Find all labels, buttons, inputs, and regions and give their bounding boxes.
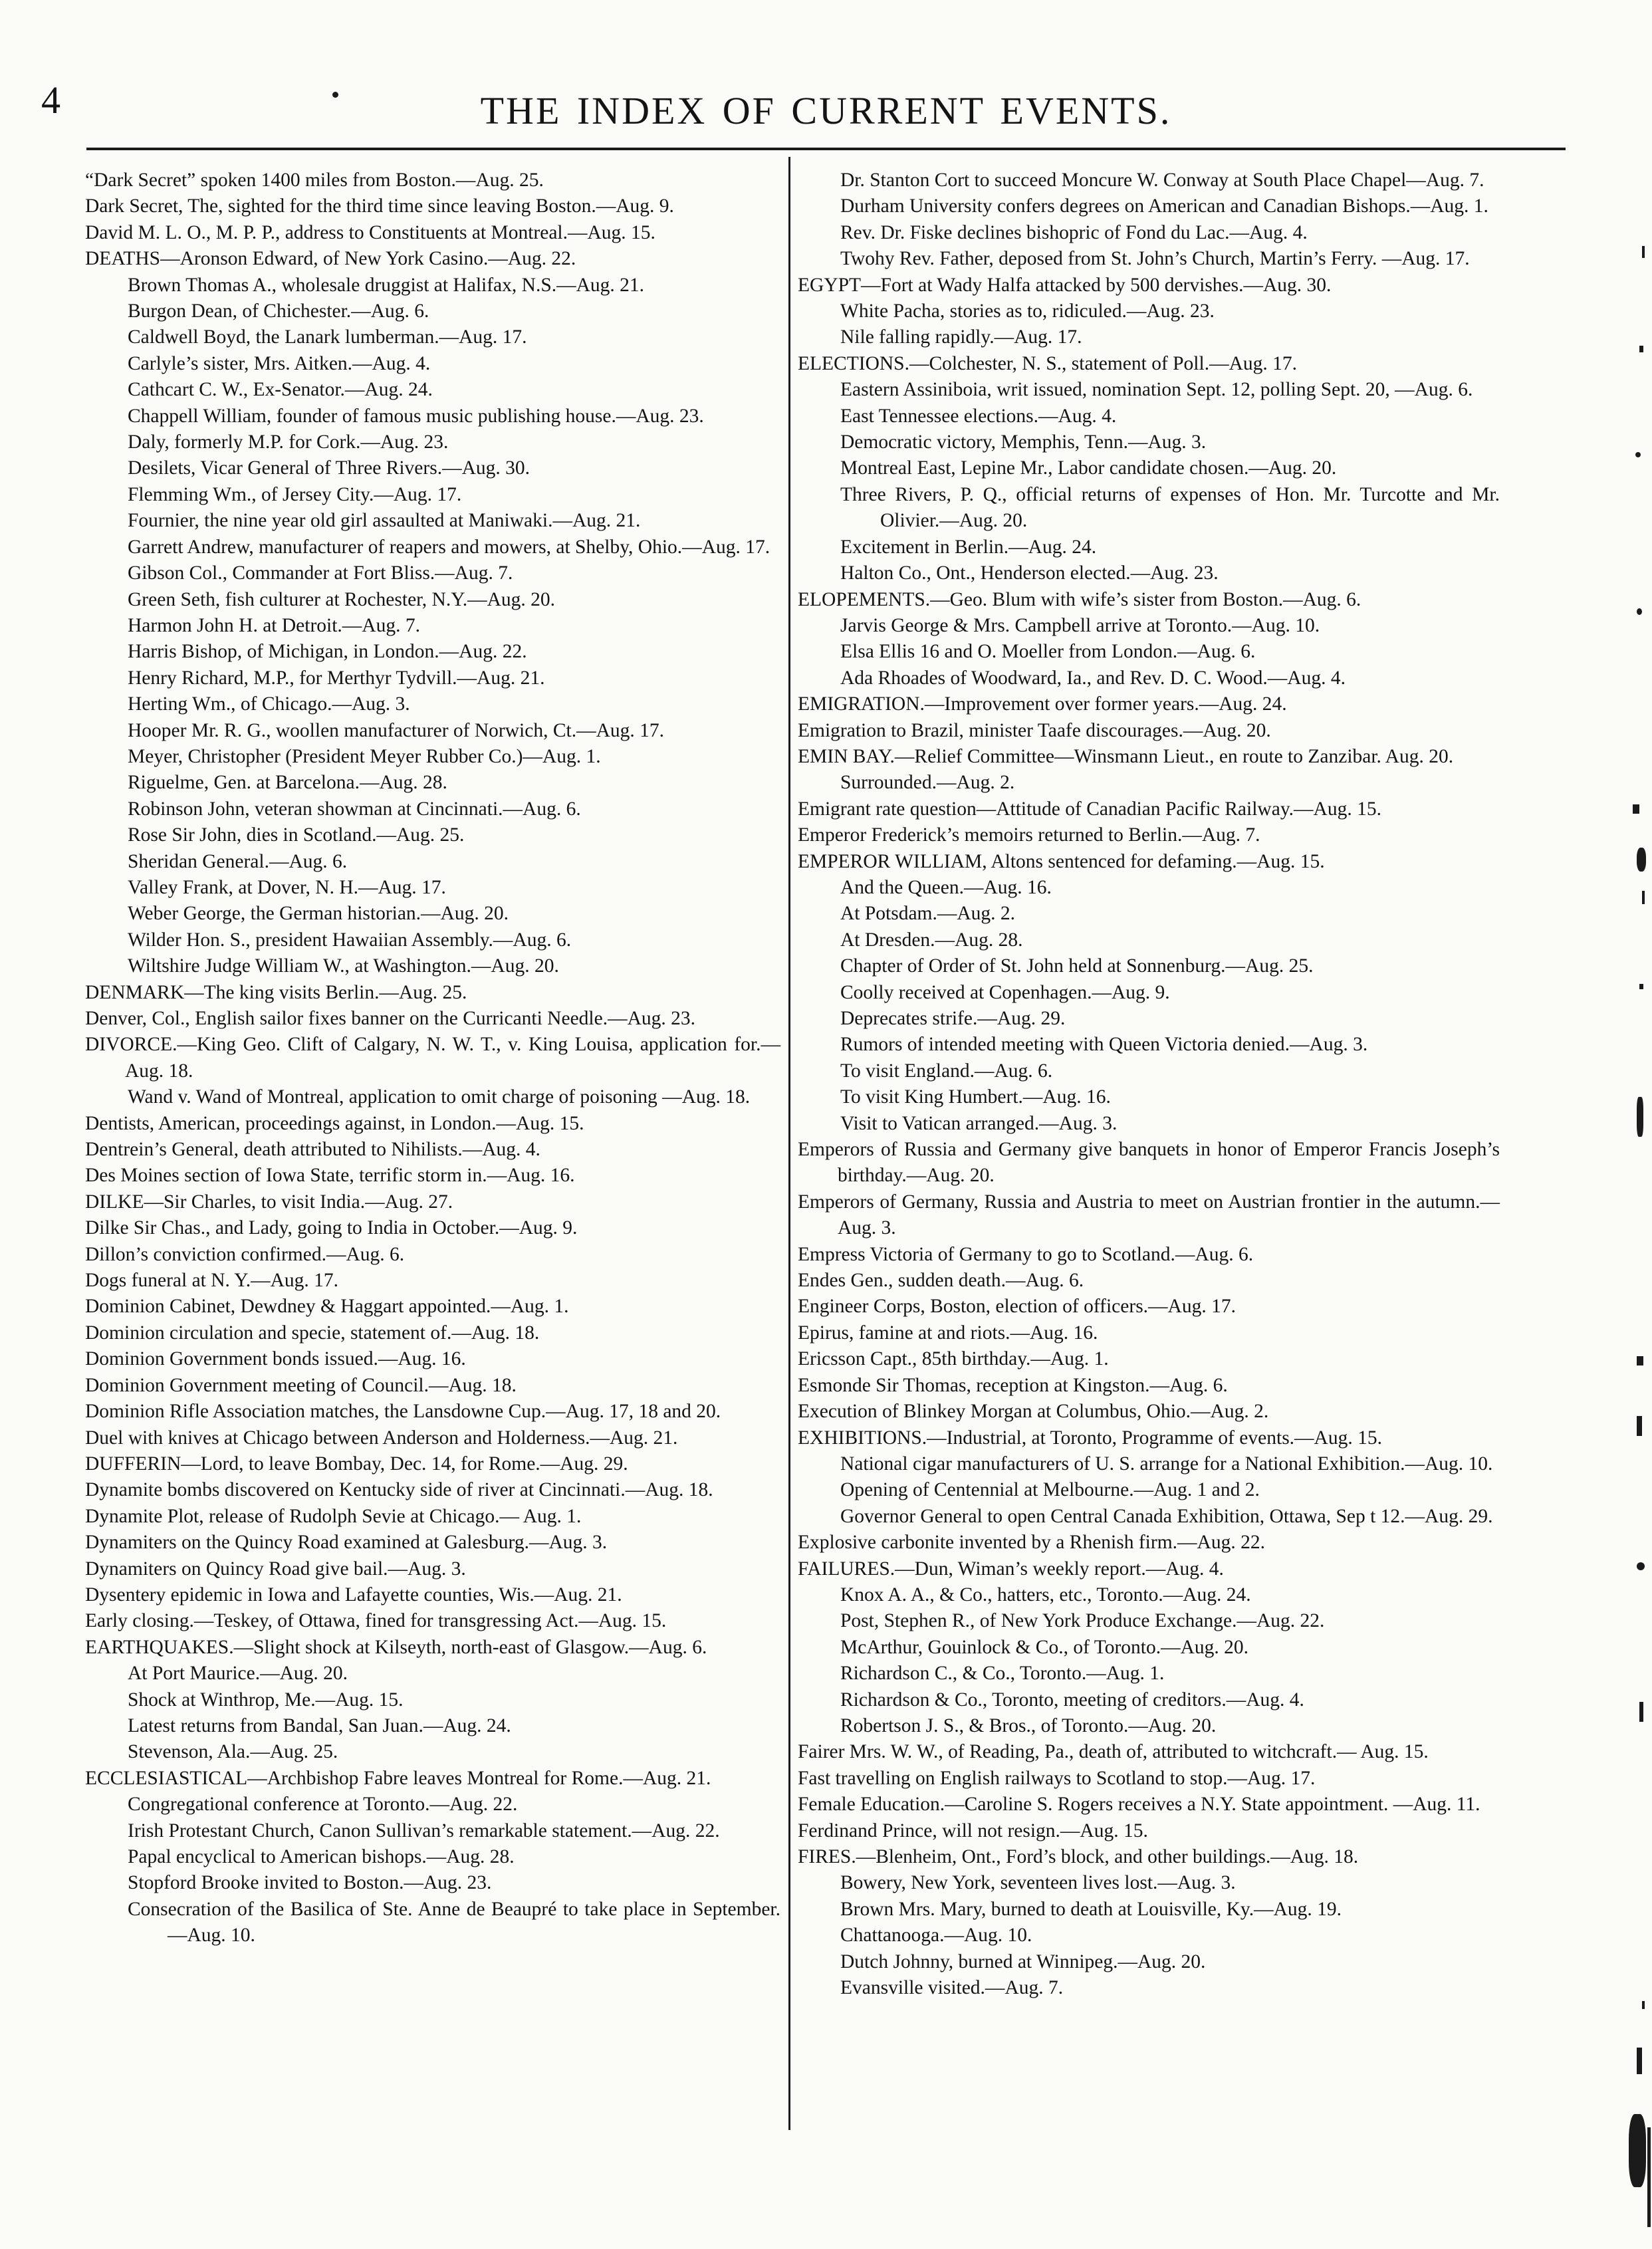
margin-mark bbox=[1637, 608, 1642, 615]
index-subentry: And the Queen.—Aug. 16. bbox=[840, 876, 1052, 898]
index-subentry: Garrett Andrew, manufacturer of reapers and mowers, at Shelby, Ohio.—Aug. 17. bbox=[128, 536, 770, 558]
index-subentry: Desilets, Vicar General of Three Rivers.—Aug. 30. bbox=[128, 457, 530, 479]
index-subentry: Fournier, the nine year old girl assaulted at Maniwaki.—Aug. 21. bbox=[128, 510, 641, 532]
index-subentry: Cathcart C. W., Ex-Senator.—Aug. 24. bbox=[128, 379, 433, 401]
index-subentry: Wand v. Wand of Montreal, application to omit charge of poisoning —Aug. 18. bbox=[128, 1086, 751, 1108]
index-entry: EGYPT—Fort at Wady Halfa attacked by 500 dervishes.—Aug. 30. bbox=[798, 274, 1332, 296]
index-subentry: Surrounded.—Aug. 2. bbox=[840, 772, 1015, 794]
index-subentry: Papal encyclical to American bishops.—Aug. 28. bbox=[128, 1846, 515, 1867]
index-entry: Early closing.—Teskey, of Ottawa, fined for transgressing Act.—Aug. 15. bbox=[85, 1610, 667, 1632]
margin-mark bbox=[1642, 2001, 1645, 2009]
index-entry: ELOPEMENTS.—Geo. Blum with wife’s sister from Boston.—Aug. 6. bbox=[798, 588, 1361, 610]
header-rule bbox=[86, 148, 1566, 150]
index-subentry: Chappell William, founder of famous music publishing house.—Aug. 23. bbox=[128, 405, 704, 427]
index-entry: Esmonde Sir Thomas, reception at Kingston.—Aug. 6. bbox=[798, 1374, 1228, 1396]
margin-mark bbox=[1639, 1702, 1643, 1722]
index-subentry: Visit to Vatican arranged.—Aug. 3. bbox=[840, 1112, 1118, 1134]
margin-mark bbox=[1647, 2127, 1651, 2227]
index-subentry: White Pacha, stories as to, ridiculed.—Aug. 23. bbox=[840, 300, 1215, 322]
index-subentry: Twohy Rev. Father, deposed from St. John’s Church, Martin’s Ferry. —Aug. 17. bbox=[840, 248, 1470, 270]
index-entry: DILKE—Sir Charles, to visit India.—Aug. 27. bbox=[85, 1191, 453, 1213]
index-subentry: Dr. Stanton Cort to succeed Moncure W. Conway at South Place Chapel—Aug. 7. bbox=[840, 170, 1484, 191]
index-subentry: Riguelme, Gen. at Barcelona.—Aug. 28. bbox=[128, 772, 447, 794]
index-entry: Dynamiters on Quincy Road give bail.—Aug. 3. bbox=[85, 1558, 466, 1580]
index-subentry: Excitement in Berlin.—Aug. 24. bbox=[840, 536, 1097, 558]
margin-mark bbox=[1637, 848, 1646, 872]
index-entry: Dynamite bombs discovered on Kentucky side of river at Cincinnati.—Aug. 18. bbox=[85, 1479, 713, 1501]
index-subentry: Flemming Wm., of Jersey City.—Aug. 17. bbox=[128, 483, 462, 505]
index-entry: Dark Secret, The, sighted for the third time since leaving Boston.—Aug. 9. bbox=[85, 195, 674, 217]
index-subentry: Chapter of Order of St. John held at Sonnenburg.—Aug. 25. bbox=[840, 955, 1314, 977]
margin-mark bbox=[1639, 984, 1643, 989]
index-subentry: Knox A. A., & Co., hatters, etc., Toronto.—Aug. 24. bbox=[840, 1584, 1251, 1605]
index-entry: Engineer Corps, Boston, election of officers.—Aug. 17. bbox=[798, 1296, 1236, 1318]
index-subentry: Meyer, Christopher (President Meyer Rubber Co.)—Aug. 1. bbox=[128, 745, 601, 767]
column-divider bbox=[788, 157, 790, 2130]
index-subentry: Caldwell Boyd, the Lanark lumberman.—Aug. 17. bbox=[128, 326, 527, 348]
index-entry: Denver, Col., English sailor fixes banner on the Curricanti Needle.—Aug. 23. bbox=[85, 1008, 696, 1029]
index-entry: EXHIBITIONS.—Industrial, at Toronto, Programme of events.—Aug. 15. bbox=[798, 1427, 1382, 1449]
index-entry: Dogs funeral at N. Y.—Aug. 17. bbox=[85, 1270, 338, 1292]
index-subentry: Weber George, the German historian.—Aug. 20. bbox=[128, 903, 509, 925]
index-entry: Dysentery epidemic in Iowa and Lafayette counties, Wis.—Aug. 21. bbox=[85, 1584, 622, 1605]
index-subentry: Shock at Winthrop, Me.—Aug. 15. bbox=[128, 1689, 404, 1711]
index-entry: Dentists, American, proceedings against, in London.—Aug. 15. bbox=[85, 1112, 584, 1134]
index-subentry: Robinson John, veteran showman at Cincinnati.—Aug. 6. bbox=[128, 798, 581, 820]
index-subentry: Governor General to open Central Canada Exhibition, Ottawa, Sep t 12.—Aug. 29. bbox=[840, 1505, 1493, 1527]
margin-mark bbox=[1642, 246, 1645, 258]
index-subentry: Halton Co., Ont., Henderson elected.—Aug. 23. bbox=[840, 562, 1219, 584]
index-entry: Dominion Cabinet, Dewdney & Haggart appointed.—Aug. 1. bbox=[85, 1296, 569, 1318]
index-subentry: Elsa Ellis 16 and O. Moeller from London.—Aug. 6. bbox=[840, 641, 1256, 663]
index-subentry: Jarvis George & Mrs. Campbell arrive at Toronto.—Aug. 10. bbox=[840, 614, 1320, 636]
index-entry: EARTHQUAKES.—Slight shock at Kilseyth, north-east of Glasgow.—Aug. 6. bbox=[85, 1636, 707, 1658]
index-entry: Ericsson Capt., 85th birthday.—Aug. 1. bbox=[798, 1348, 1109, 1370]
index-subentry: Wiltshire Judge William W., at Washington.—Aug. 20. bbox=[128, 955, 559, 977]
index-subentry: McArthur, Gouinlock & Co., of Toronto.—Aug. 20. bbox=[840, 1636, 1249, 1658]
index-entry: DEATHS—Aronson Edward, of New York Casino.—Aug. 22. bbox=[85, 248, 576, 270]
index-entry: Emigrant rate question—Attitude of Canadian Pacific Railway.—Aug. 15. bbox=[798, 798, 1381, 820]
index-entry: Fairer Mrs. W. W., of Reading, Pa., death of, attributed to witchcraft.— Aug. 15. bbox=[798, 1741, 1429, 1763]
index-subentry: Sheridan General.—Aug. 6. bbox=[128, 850, 348, 872]
index-entry: Emperors of Germany, Russia and Austria to meet on Austrian frontier in the autumn.—Aug. 3. bbox=[798, 1191, 1500, 1239]
index-subentry: Bowery, New York, seventeen lives lost.—Aug. 3. bbox=[840, 1872, 1236, 1894]
index-subentry: Nile falling rapidly.—Aug. 17. bbox=[840, 326, 1082, 348]
index-subentry: Coolly received at Copenhagen.—Aug. 9. bbox=[840, 981, 1170, 1003]
index-entry: FAILURES.—Dun, Wiman’s weekly report.—Aug. 4. bbox=[798, 1558, 1224, 1580]
index-subentry: Ada Rhoades of Woodward, Ia., and Rev. D. C. Wood.—Aug. 4. bbox=[840, 667, 1346, 689]
index-subentry: Green Seth, fish culturer at Rochester, N.Y.—Aug. 20. bbox=[128, 588, 556, 610]
index-entry: DENMARK—The king visits Berlin.—Aug. 25. bbox=[85, 981, 467, 1003]
index-subentry: Brown Mrs. Mary, burned to death at Louisville, Ky.—Aug. 19. bbox=[840, 1898, 1342, 1920]
index-subentry: Opening of Centennial at Melbourne.—Aug. 1 and 2. bbox=[840, 1479, 1260, 1501]
index-subentry: Deprecates strife.—Aug. 29. bbox=[840, 1008, 1066, 1029]
index-subentry: Stevenson, Ala.—Aug. 25. bbox=[128, 1741, 338, 1763]
index-entry: EMPEROR WILLIAM, Altons sentenced for defaming.—Aug. 15. bbox=[798, 850, 1325, 872]
margin-mark bbox=[1635, 452, 1641, 457]
index-entry: Epirus, famine at and riots.—Aug. 16. bbox=[798, 1322, 1098, 1344]
index-subentry: Brown Thomas A., wholesale druggist at Halifax, N.S.—Aug. 21. bbox=[128, 274, 645, 296]
index-entry: ELECTIONS.—Colchester, N. S., statement of Poll.—Aug. 17. bbox=[798, 352, 1297, 374]
index-subentry: Congregational conference at Toronto.—Aug. 22. bbox=[128, 1794, 518, 1816]
index-subentry: Rose Sir John, dies in Scotland.—Aug. 25. bbox=[128, 824, 465, 846]
index-subentry: Harmon John H. at Detroit.—Aug. 7. bbox=[128, 614, 420, 636]
index-entry: Ferdinand Prince, will not resign.—Aug. 15. bbox=[798, 1820, 1148, 1841]
index-entry: Dillon’s conviction confirmed.—Aug. 6. bbox=[85, 1243, 405, 1265]
index-entry: Dominion Rifle Association matches, the Lansdowne Cup.—Aug. 17, 18 and 20. bbox=[85, 1401, 721, 1423]
index-subentry: Durham University confers degrees on American and Canadian Bishops.—Aug. 1. bbox=[840, 195, 1488, 217]
index-subentry: National cigar manufacturers of U. S. arrange for a National Exhibition.—Aug. 10. bbox=[840, 1453, 1493, 1475]
index-subentry: At Dresden.—Aug. 28. bbox=[840, 929, 1023, 951]
index-subentry: Three Rivers, P. Q., official returns of expenses of Hon. Mr. Turcotte and Mr. Olivier.—Aug. 20. bbox=[840, 483, 1500, 532]
index-subentry: Irish Protestant Church, Canon Sullivan’s remarkable statement.—Aug. 22. bbox=[128, 1820, 720, 1841]
index-entry: Duel with knives at Chicago between Anderson and Holderness.—Aug. 21. bbox=[85, 1427, 678, 1449]
index-subentry: Valley Frank, at Dover, N. H.—Aug. 17. bbox=[128, 876, 446, 898]
index-entry: Des Moines section of Iowa State, terrific storm in.—Aug. 16. bbox=[85, 1165, 575, 1187]
margin-mark bbox=[1642, 891, 1645, 904]
index-entry: “Dark Secret” spoken 1400 miles from Boston.—Aug. 25. bbox=[85, 170, 544, 191]
right-column bbox=[798, 168, 1500, 2001]
index-subentry: Consecration of the Basilica of Ste. Anne de Beaupré to take place in September.—Aug. 10. bbox=[128, 1898, 780, 1947]
index-entry: Dominion circulation and specie, statement of.—Aug. 18. bbox=[85, 1322, 540, 1344]
index-subentry: Eastern Assiniboia, writ issued, nomination Sept. 12, polling Sept. 20, —Aug. 6. bbox=[840, 379, 1473, 401]
index-subentry: Herting Wm., of Chicago.—Aug. 3. bbox=[128, 693, 410, 715]
index-subentry: Richardson C., & Co., Toronto.—Aug. 1. bbox=[840, 1663, 1165, 1685]
index-subentry: Burgon Dean, of Chichester.—Aug. 6. bbox=[128, 300, 429, 322]
index-entry: Empress Victoria of Germany to go to Scotland.—Aug. 6. bbox=[798, 1243, 1254, 1265]
index-subentry: Rev. Dr. Fiske declines bishopric of Fond du Lac.—Aug. 4. bbox=[840, 221, 1308, 243]
index-subentry: Gibson Col., Commander at Fort Bliss.—Aug. 7. bbox=[128, 562, 513, 584]
index-subentry: Daly, formerly M.P. for Cork.—Aug. 23. bbox=[128, 431, 449, 453]
index-entry: Dominion Government bonds issued.—Aug. 16. bbox=[85, 1348, 466, 1370]
index-subentry: To visit King Humbert.—Aug. 16. bbox=[840, 1086, 1111, 1108]
index-entry: DUFFERIN—Lord, to leave Bombay, Dec. 14, for Rome.—Aug. 29. bbox=[85, 1453, 628, 1475]
margin-mark bbox=[1637, 2048, 1642, 2074]
margin-mark bbox=[1637, 1356, 1643, 1365]
index-subentry: Montreal East, Lepine Mr., Labor candidate chosen.—Aug. 20. bbox=[840, 457, 1337, 479]
index-entry: Female Education.—Caroline S. Rogers receives a N.Y. State appointment. —Aug. 11. bbox=[798, 1794, 1480, 1816]
margin-mark bbox=[1633, 804, 1639, 814]
index-subentry: Evansville visited.—Aug. 7. bbox=[840, 1977, 1064, 1999]
index-entry: EMIGRATION.—Improvement over former years.—Aug. 24. bbox=[798, 693, 1287, 715]
margin-mark bbox=[1637, 1416, 1642, 1436]
index-subentry: Democratic victory, Memphis, Tenn.—Aug. 3. bbox=[840, 431, 1207, 453]
index-entry: Execution of Blinkey Morgan at Columbus, Ohio.—Aug. 2. bbox=[798, 1401, 1269, 1423]
index-subentry: Harris Bishop, of Michigan, in London.—Aug. 22. bbox=[128, 641, 527, 663]
margin-mark bbox=[1629, 2114, 1646, 2187]
index-subentry: Carlyle’s sister, Mrs. Aitken.—Aug. 4. bbox=[128, 352, 431, 374]
index-entry: Emperor Frederick’s memoirs returned to Berlin.—Aug. 7. bbox=[798, 824, 1260, 846]
index-subentry: Stopford Brooke invited to Boston.—Aug. 23. bbox=[128, 1872, 492, 1894]
index-subentry: Richardson & Co., Toronto, meeting of creditors.—Aug. 4. bbox=[840, 1689, 1304, 1711]
index-entry: Dominion Government meeting of Council.—Aug. 18. bbox=[85, 1374, 517, 1396]
index-entry: Endes Gen., sudden death.—Aug. 6. bbox=[798, 1270, 1084, 1292]
margin-mark bbox=[1637, 1097, 1643, 1137]
index-subentry: Dutch Johnny, burned at Winnipeg.—Aug. 20. bbox=[840, 1951, 1206, 1972]
index-entry: ECCLESIASTICAL—Archbishop Fabre leaves Montreal for Rome.—Aug. 21. bbox=[85, 1767, 711, 1789]
index-subentry: At Port Maurice.—Aug. 20. bbox=[128, 1663, 348, 1685]
index-entry: Dynamiters on the Quincy Road examined at Galesburg.—Aug. 3. bbox=[85, 1532, 608, 1554]
index-entry: FIRES.—Blenheim, Ont., Ford’s block, and other buildings.—Aug. 18. bbox=[798, 1846, 1359, 1867]
index-subentry: Wilder Hon. S., president Hawaiian Assembly.—Aug. 6. bbox=[128, 929, 572, 951]
page-number: 4 bbox=[41, 78, 61, 122]
index-entry: Fast travelling on English railways to Scotland to stop.—Aug. 17. bbox=[798, 1767, 1316, 1789]
index-entry: Dentrein’s General, death attributed to Nihilists.—Aug. 4. bbox=[85, 1139, 540, 1161]
index-entry: Emigration to Brazil, minister Taafe discourages.—Aug. 20. bbox=[798, 719, 1271, 741]
index-entry: Explosive carbonite invented by a Rhenish firm.—Aug. 22. bbox=[798, 1532, 1265, 1554]
index-entry: David M. L. O., M. P. P., address to Constituents at Montreal.—Aug. 15. bbox=[85, 221, 655, 243]
index-subentry: At Potsdam.—Aug. 2. bbox=[840, 903, 1016, 925]
margin-mark bbox=[1639, 346, 1643, 352]
index-subentry: Latest returns from Bandal, San Juan.—Aug. 24. bbox=[128, 1715, 511, 1736]
index-subentry: Robertson J. S., & Bros., of Toronto.—Aug. 20. bbox=[840, 1715, 1217, 1736]
index-entry: DIVORCE.—King Geo. Clift of Calgary, N. W. T., v. King Louisa, application for.—Aug. 18. bbox=[85, 1034, 780, 1082]
left-column bbox=[85, 168, 780, 1949]
margin-mark bbox=[1637, 1562, 1645, 1570]
index-subentry: To visit England.—Aug. 6. bbox=[840, 1060, 1053, 1082]
index-subentry: Henry Richard, M.P., for Merthyr Tydvill.—Aug. 21. bbox=[128, 667, 545, 689]
index-subentry: Rumors of intended meeting with Queen Victoria denied.—Aug. 3. bbox=[840, 1034, 1368, 1056]
index-entry: Emperors of Russia and Germany give banquets in honor of Emperor Francis Joseph’s birthday.—Aug. 20. bbox=[798, 1139, 1500, 1187]
index-subentry: Chattanooga.—Aug. 10. bbox=[840, 1925, 1032, 1947]
page-title: THE INDEX OF CURRENT EVENTS. bbox=[480, 89, 1172, 132]
index-subentry: Post, Stephen R., of New York Produce Exchange.—Aug. 22. bbox=[840, 1610, 1325, 1632]
index-entry: Dynamite Plot, release of Rudolph Sevie at Chicago.— Aug. 1. bbox=[85, 1505, 582, 1527]
index-entry: Dilke Sir Chas., and Lady, going to India in October.—Aug. 9. bbox=[85, 1217, 578, 1239]
index-subentry: East Tennessee elections.—Aug. 4. bbox=[840, 405, 1117, 427]
index-subentry: Hooper Mr. R. G., woollen manufacturer of Norwich, Ct.—Aug. 17. bbox=[128, 719, 665, 741]
index-entry: EMIN BAY.—Relief Committee—Winsmann Lieut., en route to Zanzibar. Aug. 20. bbox=[798, 745, 1454, 767]
